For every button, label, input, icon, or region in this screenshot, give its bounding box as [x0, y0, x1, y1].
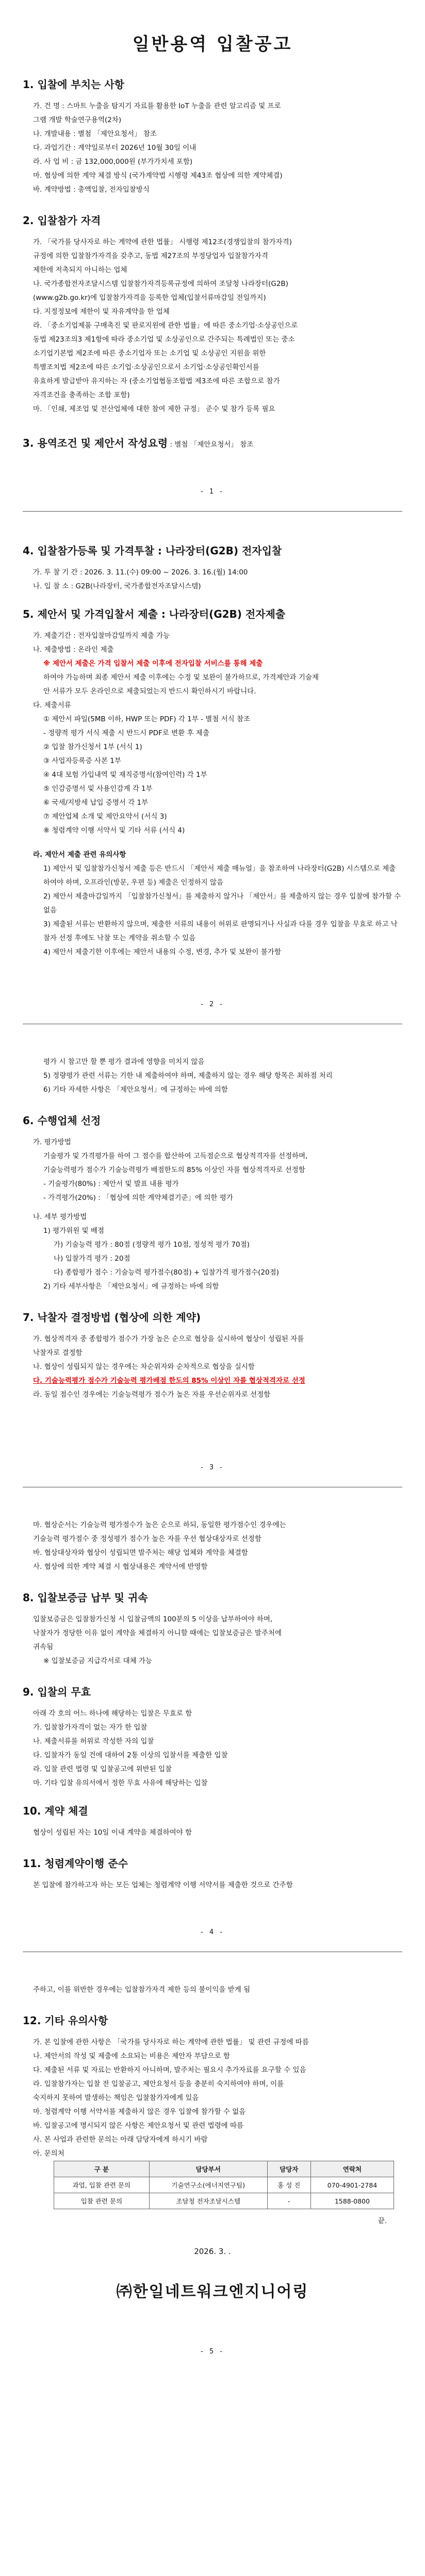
text-line: 주하고, 이를 위반한 경우에는 입찰참가자격 제한 등의 불이익을 받게 됨: [33, 1986, 251, 1994]
list-item: 1) 제안서 및 입찰참가신청서 제출 등은 반드시 「제안서 제출 매뉴얼」을 참조하여 나라장터(G2B) 시스템으로 제출하여야 하며, 오프라인(방문, 우편 등) 제출은 인정하지 않음: [43, 865, 396, 887]
list-item: ① 제안서 파일(5MB 이하, HWP 또는 PDF) 각 1부 - 별첨 서식 참조: [43, 715, 251, 723]
text-line: 기술능력평가 점수가 기술능력평가 배점한도의 85% 이상인 자를 협상적격자로 선정함: [43, 1166, 305, 1174]
text-line: 그램 개발 학술연구용역(2차): [33, 116, 122, 124]
section-heading: 4. 입찰참가등록 및 가격투찰 : 나라장터(G2B) 전자입찰: [23, 545, 282, 557]
table-header-row: [54, 2161, 394, 2177]
table-cell: 홍 성 진: [267, 2177, 310, 2193]
text-line: 나. 국가종합전자조달시스템 입찰참가자격등록규정에 의하여 조달청 나라장터(G2B): [33, 280, 288, 288]
table-row: [54, 2177, 394, 2193]
page-number: - 1 -: [201, 488, 224, 496]
text-line: (www.g2b.go.kr)에 입찰참가자격을 등록한 업체(입찰서류마감일 전일까지): [33, 294, 266, 302]
text-line: 가. 「국가를 당사자로 하는 계약에 관한 법률」 시행령 제12조(경쟁입찰의 참가자격): [33, 238, 292, 246]
emphasis-line: 다. 기술능력평가 점수가 기술능력 평가배점 한도의 85% 이상인 자를 협상적격자로 선정: [33, 1377, 305, 1385]
text-line: 가. 협상적격자 중 종합평가 점수가 가장 높은 순으로 협상을 실시하여 협상이 성립된 자를: [33, 1335, 304, 1343]
issuer-name: ㈜한일네트워크엔지니어링: [116, 2283, 309, 2301]
list-item: - 정량적 평가 서식 제출 시 반드시 PDF로 변환 후 제출: [43, 729, 209, 737]
section-10: [23, 1803, 402, 1840]
table-cell: 조달청 전자조달시스템: [149, 2193, 267, 2209]
section-heading: 10. 계약 체결: [23, 1805, 88, 1817]
table-header-cell: 구 분: [54, 2161, 150, 2177]
list-item: 가. 본 입찰에 관한 사항은 「국가를 당사자로 하는 계약에 관한 법률」 및 관련 규정에 따름: [33, 2038, 309, 2046]
list-item: 라. 입찰참가자는 입찰 전 입찰공고, 제안요청서 등을 충분히 숙지하여야 하며, 이를: [33, 2080, 284, 2088]
list-item: 라. 입찰 관련 법령 및 입찰공고에 위반된 입찰: [33, 1765, 172, 1773]
text-line: 본 입찰에 참가하고자 하는 모든 업체는 청렴계약 이행 서약서를 제출한 것으로 간주함: [33, 1881, 293, 1889]
text-line: 마. 「인쇄, 제조업 및 전산업체에 대한 참여 제한 규정」 준수 및 참가 등록 필요: [33, 405, 275, 413]
list-item: 5) 정량평가 관련 서류는 기한 내 제출하여야 하며, 제출하지 않는 경우 해당 항목은 최하점 처리: [43, 1072, 333, 1080]
table-cell: -: [267, 2193, 310, 2209]
text-line: 가. 제출기간 : 전자입찰마감일까지 제출 가능: [33, 632, 170, 640]
note-line: ※ 입찰보증금 지급각서로 대체 가능: [43, 1657, 153, 1665]
text-line: 마. 협상에 의한 계약 체결 방식 (국가계약법 시행령 제43조 협상에 의한 계약체결): [33, 172, 283, 180]
list-item: 마. 청렴계약 이행 서약서를 제출하지 않은 경우 입찰에 참가할 수 없음: [33, 2108, 246, 2116]
text-line: 유효하게 발급받아 유지하는 자 (중소기업협동조합법 제3조에 따른 조합으로 참가: [33, 377, 280, 385]
text-line: - 가격평가(20%) : 「협상에 의한 계약체결기준」에 의한 평가: [43, 1194, 233, 1202]
document-title: 일반용역 입찰공고: [132, 34, 293, 55]
text-line: 안 서류가 모두 온라인으로 제출되었는지 반드시 확인하시기 바랍니다.: [43, 687, 256, 696]
list-item: ⑧ 청렴계약 이행 서약서 및 기타 서류 (서식 4): [43, 826, 185, 835]
section-11-cont: [23, 1983, 402, 1997]
section-4: [23, 543, 402, 594]
notice-date: 2026. 3. .: [194, 2247, 231, 2256]
table-cell: 1588-0800: [310, 2193, 394, 2209]
text-line: 나. 입 찰 소 : G2B(나라장터, 국가종합전자조달시스템): [33, 582, 201, 590]
table-cell: 과업, 입찰 관련 문의: [54, 2177, 150, 2193]
section-3: [23, 435, 402, 450]
section-submission-notes-cont: [23, 1055, 402, 1097]
sub-heading: 다. 제출서류: [33, 701, 71, 709]
text-line: 평가 시 참고만 할 뿐 평가 결과에 영향을 미치지 않음: [43, 1058, 205, 1066]
text-line: 사. 협상에 의한 계약 체결 시 협상내용은 계약서에 반영함: [33, 1563, 208, 1571]
section-heading-text: 3. 용역조건 및 제안서 작성요령: [23, 437, 168, 449]
list-item: 사. 본 사업과 관련한 문의는 아래 담당자에게 하시기 바람: [33, 2136, 208, 2144]
list-item: ③ 사업자등록증 사본 1부: [43, 757, 121, 765]
list-item: 4) 제안서 제출기한 이후에는 제안서 내용의 수정, 변경, 추가 및 보완이 불가함: [43, 948, 281, 956]
text-line: 가) 기술능력 평가 : 80점 (정량적 평가 10점, 정성적 평가 70점): [54, 1241, 250, 1249]
list-item: ② 입찰 참가신청서 1부 (서식 1): [43, 743, 142, 751]
section-heading: [23, 435, 402, 450]
section-8: [23, 1589, 402, 1668]
section-heading: 6. 수행업체 선정: [23, 1114, 101, 1127]
text-line: 동법 제23조의3 제1항에 따라 중소기업 및 소상공인으로 간주되는 특례법인 또는 중소: [33, 335, 295, 344]
section-1: [23, 76, 402, 197]
list-item: 마. 기타 입찰 유의서에서 정한 무효 사유에 해당하는 입찰: [33, 1779, 208, 1787]
text-line: 협상이 성립된 자는 10일 이내 계약을 체결하여야 함: [33, 1828, 192, 1837]
text-line: 나. 협상이 성립되지 않는 경우에는 차순위자와 순차적으로 협상을 실시함: [33, 1363, 255, 1371]
section-heading-tail: : 별첨 「제안요청서」 참조: [168, 440, 254, 449]
text-line: 규정에 의한 입찰참가자격을 갖추고, 동법 제27조의 부정당업자 입찰참가자격: [33, 252, 268, 260]
list-item: 2) 제안서 제출마감일까지 「입찰참가신청서」를 제출하지 않거나 「제안서」를 제출하지 않는 경우 입찰에 참가할 수 없음: [43, 892, 401, 914]
table-cell: 입찰 관련 문의: [54, 2193, 150, 2209]
text-line: 바. 계약방법 : 총액입찰, 전자입찰방식: [33, 185, 150, 194]
section-heading: 12. 기타 유의사항: [23, 2014, 108, 2027]
sub-heading: 아. 문의처: [33, 2149, 64, 2158]
sub-heading: 나. 세부 평가방법: [33, 1213, 87, 1221]
list-item: 숙지하지 못하여 발생하는 책임은 입찰참가자에게 있음: [33, 2094, 199, 2102]
text-line: 다. 지정정보에 제한이 및 자유계약을 한 업체: [33, 308, 170, 316]
table-row: [54, 2193, 394, 2209]
text-line: 기술능력 평가점수 중 정성평가 점수가 높은 자를 우선 협상대상자로 선정함: [33, 1535, 261, 1543]
table-header-cell: 연락처: [310, 2161, 394, 2177]
page-number: - 4 -: [201, 1928, 224, 1936]
text-line: 라. 「중소기업제품 구매촉진 및 판로지원에 관한 법률」에 따른 중소기업·소상공인으로: [33, 321, 298, 330]
table-cell: 070-4901-2784: [310, 2177, 394, 2193]
text-line: 라. 동일 점수인 경우에는 기술능력평가 점수가 높은 자를 우선순위자로 선정함: [33, 1391, 271, 1399]
text-line: 바. 협상대상자와 협상이 성립되면 발주처는 해당 업체와 계약을 체결함: [33, 1549, 248, 1557]
section-7-cont: [23, 1518, 402, 1574]
list-item: 다. 제출된 서류 및 자료는 반환하지 아니하며, 발주처는 필요시 추가자료를 요구할 수 있음: [33, 2066, 306, 2074]
text-line: 제한에 저촉되지 아니하는 업체: [33, 266, 127, 274]
text-line: 라. 사 업 비 : 금 132,000,000원 (부가가치세 포함): [33, 158, 193, 166]
sub-heading: 가. 평가방법: [33, 1138, 71, 1146]
text-line: 다) 종합평가 점수 : 기술능력 평가점수(80점) + 입찰가격 평가점수(20점): [54, 1268, 279, 1277]
sub-heading: 라. 제안서 제출 관련 유의사항: [33, 851, 126, 859]
text-line: 귀속됨: [33, 1643, 54, 1651]
section-heading: 8. 입찰보증금 납부 및 귀속: [23, 1591, 148, 1604]
list-item: ⑥ 국세/지방세 납입 증명서 각 1부: [43, 799, 149, 807]
section-heading: 1. 입찰에 부치는 사항: [23, 78, 124, 91]
section-heading: 9. 입찰의 무효: [23, 1686, 91, 1698]
text-line: 마. 협상순서는 기술능력 평가점수가 높은 순으로 하되, 동일한 평가점수인 경우에는: [33, 1521, 286, 1529]
text-line: 가. 건 명 : 스마트 누출을 탐지기 자료를 활용한 IoT 누출을 관련 알고리즘 및 프로: [33, 102, 281, 110]
closing-mark: 끝.: [378, 2217, 387, 2225]
section-heading: 7. 낙찰자 결정방법 (협상에 의한 계약): [23, 1311, 201, 1324]
list-item: 다. 입찰자가 동일 건에 대하여 2통 이상의 입찰서를 제출한 입찰: [33, 1751, 228, 1759]
list-item: 가. 입찰참가자격이 없는 자가 한 입찰: [33, 1723, 148, 1732]
text-line: - 기술평가(80%) : 제안서 및 발표 내용 평가: [43, 1180, 179, 1188]
list-item: 나. 제출서류를 허위로 작성한 자의 입찰: [33, 1737, 154, 1745]
contact-table: [54, 2161, 394, 2209]
text-line: 나. 제출방법 : 온라인 제출: [33, 646, 114, 654]
text-line: 기술평가 및 가격평가를 하여 그 점수를 합산하여 고득점순으로 협상적격자를 선정하며,: [43, 1152, 308, 1160]
text-line: 입찰보증금은 입찰참가신청 시 입찰금액의 100분의 5 이상을 납부하여야 하며,: [33, 1615, 273, 1623]
text-line: 하여야 가능하며 최종 제안서 제출 이후에는 수정 및 보완이 불가하므로, 가격제안과 기술제: [43, 673, 319, 682]
text-line: 낙찰자로 결정함: [33, 1349, 83, 1357]
page-number: - 3 -: [201, 1464, 224, 1471]
section-12: [23, 2012, 402, 2228]
table-header-cell: 담당자: [267, 2161, 310, 2177]
list-item: 3) 제출된 서류는 반환하지 않으며, 제출한 서류의 내용이 허위로 판명되거나 사실과 다를 경우 입찰을 무효로 하고 낙찰자 선정 후에도 낙찰 또는 계약을 취소할 수 있음: [43, 920, 398, 942]
warning-note: ※ 제안서 제출은 가격 입찰서 제출 이후에 전자입찰 서비스를 통해 제출: [43, 659, 263, 668]
section-heading: 5. 제안서 및 가격입찰서 제출 : 나라장터(G2B) 전자제출: [23, 608, 286, 620]
text-line: 나. 개발내용 : 별첨 「제안요청서」 참조: [33, 130, 157, 138]
section-2: [23, 212, 402, 416]
text-line: 다. 과업기간 : 계약일로부터 2026년 10월 30일 이내: [33, 144, 197, 152]
list-item: ⑦ 제안업체 소개 및 제안요약서 (서식 3): [43, 812, 167, 821]
list-item: ④ 4대 보험 가입내역 및 재직증명서(참여인력) 각 1부: [43, 771, 207, 779]
section-heading: 2. 입찰참가 자격: [23, 214, 101, 227]
list-item: 바. 입찰공고에 명시되지 않은 사항은 제안요청서 및 관련 법령에 따름: [33, 2122, 244, 2130]
section-heading: 11. 청렴계약이행 준수: [23, 1857, 128, 1870]
section-11: [23, 1855, 402, 1892]
page-number: - 2 -: [201, 1001, 224, 1008]
table-cell: 기술연구소(에너지연구팀): [149, 2177, 267, 2193]
section-7: [23, 1309, 402, 1402]
text-line: 낙찰자가 정당한 이유 없이 계약을 체결하지 아니할 때에는 입찰보증금은 발주처에: [33, 1629, 282, 1637]
text-line: 아래 각 호의 어느 하나에 해당하는 입찰은 무효로 함: [33, 1709, 192, 1718]
section-6: [23, 1112, 402, 1294]
section-submission-notes: [23, 848, 402, 959]
list-item: 나. 제안서의 작성 및 제출에 소요되는 비용은 제안자 부담으로 함: [33, 2052, 230, 2060]
text-line: 1) 평가위원 및 배점: [43, 1227, 105, 1235]
section-5: [23, 606, 402, 838]
page-number: - 5 -: [201, 2348, 224, 2355]
list-item: 6) 기타 자세한 사항은 「제안요청서」에 규정하는 바에 의함: [43, 1086, 228, 1094]
table-header-cell: 담당부서: [149, 2161, 267, 2177]
text-line: 가. 투 찰 기 간 : 2026. 3. 11.(수) 09:00 ~ 2026. 3. 16.(월) 14:00: [33, 568, 248, 577]
list-item: ⑤ 인감증명서 및 사용인감계 각 1부: [43, 785, 153, 793]
text-line: 소기업기본법 제2조에 따른 중소기업자 또는 소기업 및 소상공인 지원을 위한: [33, 349, 266, 358]
text-line: 2) 기타 세부사항은 「제안요청서」에 규정하는 바에 의함: [43, 1282, 219, 1291]
text-line: 나) 입찰가격 평가 : 20점: [54, 1255, 130, 1263]
text-line: 자격조건을 충족하는 조합 포함): [33, 391, 130, 399]
text-line: 특별조치법 제2조에 따른 소기업·소상공인으로서 소기업·소상공인확인서를: [33, 363, 259, 371]
section-9: [23, 1684, 402, 1790]
